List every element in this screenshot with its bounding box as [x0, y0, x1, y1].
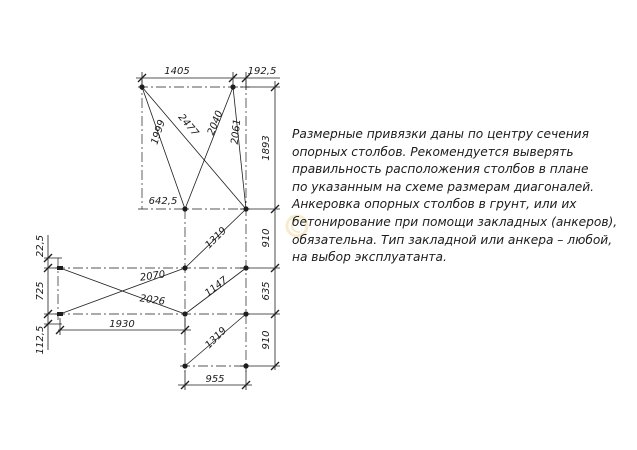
dim-1147: 1147 — [203, 274, 230, 300]
dim-635: 635 — [261, 281, 272, 301]
dim-2040: 2040 — [205, 109, 226, 137]
dim-725: 725 — [35, 281, 46, 301]
post-marker — [243, 311, 248, 316]
dim-910-a: 910 — [261, 228, 272, 248]
dim-955: 955 — [205, 374, 225, 385]
post-marker — [243, 363, 248, 368]
note-line: Размерные привязки даны по центру сечения — [292, 127, 589, 141]
dim-642-5: 642,5 — [148, 196, 178, 207]
post-marker — [57, 312, 63, 316]
dim-2026: 2026 — [138, 293, 166, 308]
note-line: обязательна. Тип закладной или анкера – любой, — [292, 232, 613, 247]
installation-note — [292, 126, 622, 267]
dim-1930: 1930 — [109, 319, 135, 330]
dim-910-b: 910 — [261, 330, 272, 350]
post-marker — [57, 266, 63, 270]
post-marker — [243, 265, 248, 270]
note-line: по указанным на схеме размерам диагоналей. — [292, 179, 595, 194]
note-line: Анкеровка опорных столбов в грунт, или их — [292, 197, 577, 212]
dim-2070: 2070 — [139, 269, 167, 284]
dim-2061: 2061 — [229, 118, 244, 145]
dim-1319-b: 1319 — [203, 325, 230, 352]
dim-1999: 1999 — [149, 118, 168, 147]
post-marker — [139, 84, 144, 89]
post-marker — [243, 206, 248, 211]
post-marker — [182, 265, 187, 270]
dim-1405: 1405 — [164, 66, 190, 77]
dim-1893: 1893 — [261, 135, 272, 161]
dim-192-5: 192,5 — [247, 66, 277, 77]
note-line: опорных столбов. Рекомендуется выверять — [292, 144, 574, 159]
dimension-lines — [44, 72, 280, 390]
post-marker — [182, 311, 187, 316]
post-marker — [182, 206, 187, 211]
dim-1319-a: 1319 — [203, 225, 230, 252]
note-line: правильность расположения столбов в плане — [292, 162, 589, 177]
dim-112-5: 112,5 — [35, 325, 46, 355]
dim-22-5: 22,5 — [35, 234, 46, 258]
dim-2477: 2477 — [175, 112, 201, 139]
note-line: бетонирование при помощи закладных (анкеров), — [292, 214, 618, 229]
note-line: на выбор эксплуатанта. — [292, 250, 447, 265]
post-marker — [230, 84, 235, 89]
post-marker — [182, 363, 187, 368]
